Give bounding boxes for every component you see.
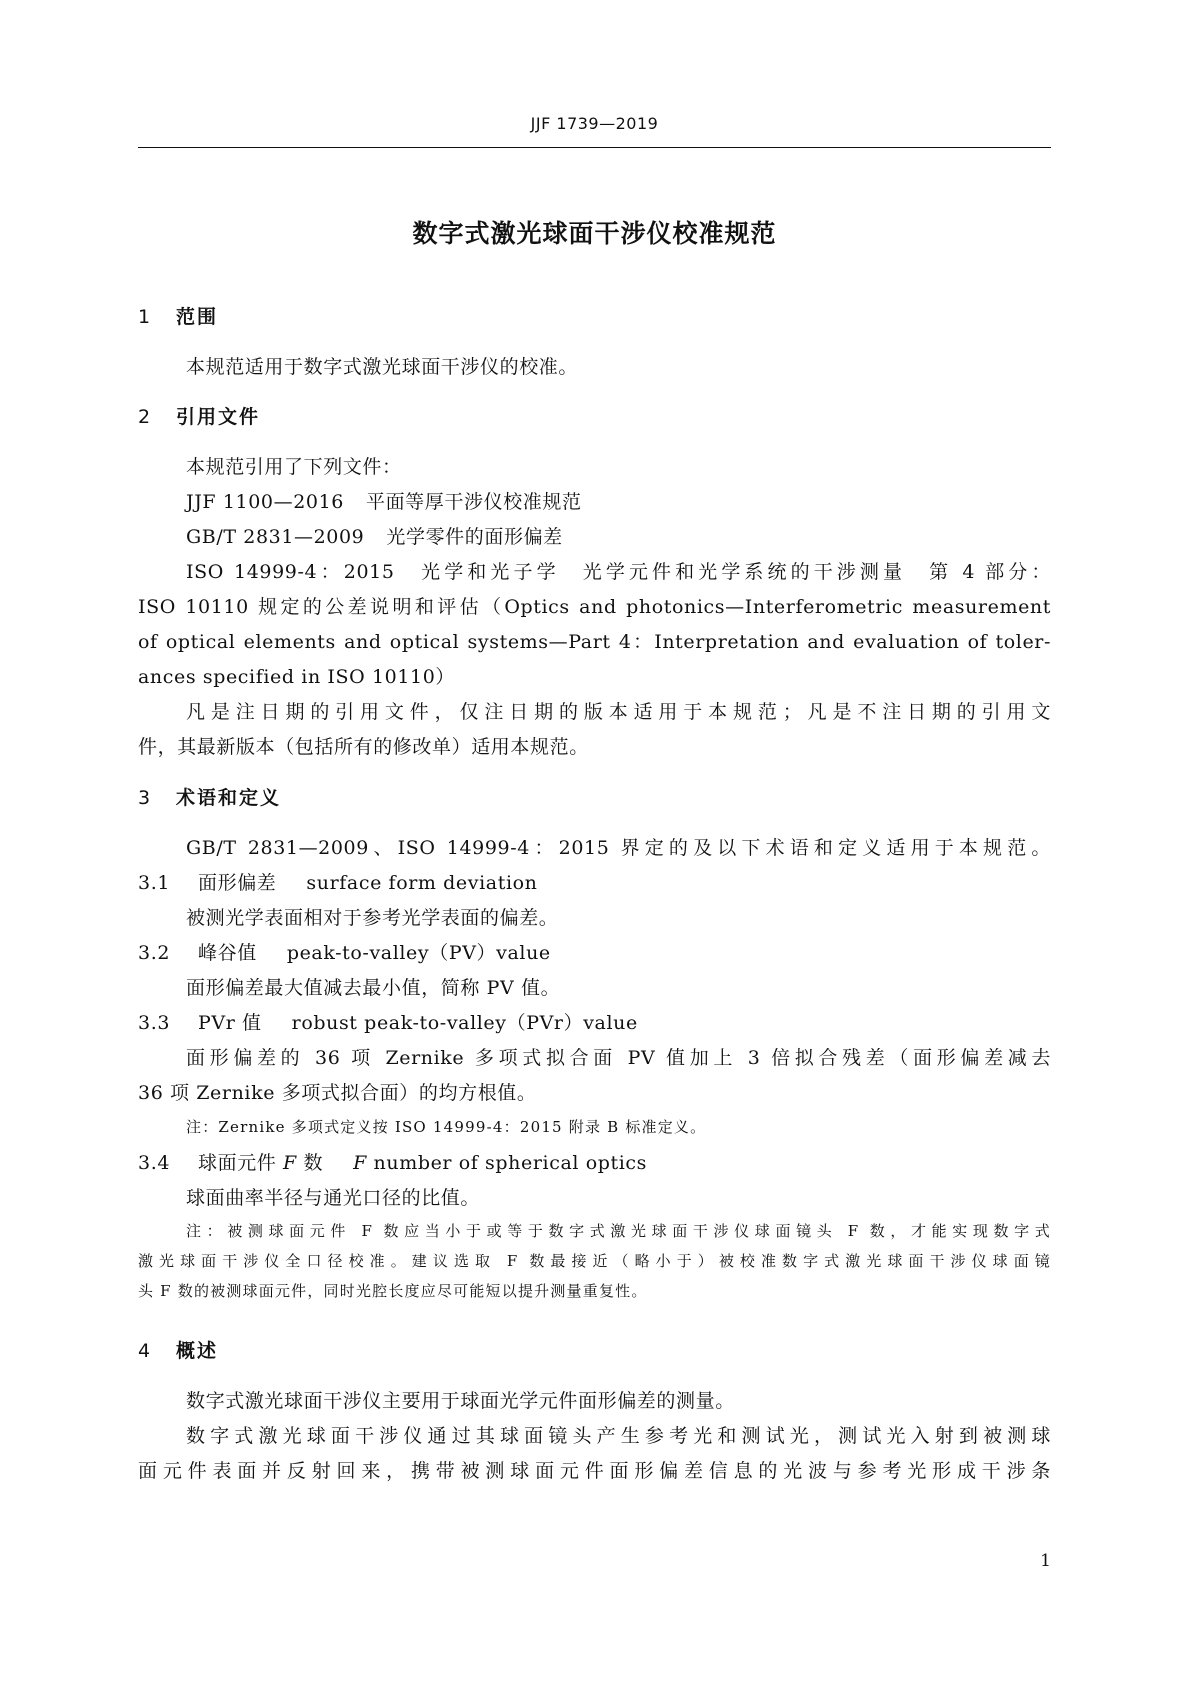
term-name: PVr 值 bbox=[198, 1012, 262, 1034]
section-1-body: 本规范适用于数字式激光球面干涉仪的校准。 bbox=[186, 356, 579, 378]
term-note: 头 F 数的被测球面元件，同时光腔长度应尽可能短以提升测量重复性。 bbox=[138, 1282, 648, 1300]
term-definition: 被测光学表面相对于参考光学表面的偏差。 bbox=[186, 907, 559, 929]
iso-reference-line: ISO 14999-4：2015 光学和光子学 光学元件和光学系统的干涉测量 第 4 部分： bbox=[186, 561, 1051, 583]
overview-paragraph: 数字式激光球面干涉仪主要用于球面光学元件面形偏差的测量。 bbox=[186, 1390, 735, 1412]
term-note: 激光球面干涉仪全口径校准。建议选取 F 数最接近（略小于）被校准数字式激光球面干涉仪球面镜 bbox=[138, 1252, 1051, 1270]
term-number: 3.2 bbox=[138, 942, 171, 964]
iso-reference-line: ances specified in ISO 10110） bbox=[138, 666, 456, 688]
reference-title: 平面等厚干涉仪校准规范 bbox=[365, 491, 582, 513]
term-number: 3.4 bbox=[138, 1152, 171, 1174]
term-note: 注：Zernike 多项式定义按 ISO 14999-4：2015 附录 B 标准定义。 bbox=[186, 1118, 707, 1136]
section-title: 范围 bbox=[176, 306, 219, 328]
term-3-4 bbox=[138, 1148, 647, 1175]
overview-paragraph: 数字式激光球面干涉仪通过其球面镜头产生参考光和测试光，测试光入射到被测球 bbox=[186, 1425, 1051, 1447]
section-title: 引用文件 bbox=[176, 406, 261, 428]
term-english: surface form deviation bbox=[306, 872, 538, 894]
section-number: 2 bbox=[138, 406, 153, 428]
term-3-3 bbox=[138, 1008, 638, 1035]
term-3-1 bbox=[138, 868, 538, 895]
section-title: 术语和定义 bbox=[176, 787, 282, 809]
term-note: 注：被测球面元件 F 数应当小于或等于数字式激光球面干涉仪球面镜头 F 数，才能实现数字式 bbox=[186, 1222, 1051, 1240]
term-number: 3.1 bbox=[138, 872, 171, 894]
overview-paragraph: 面元件表面并反射回来，携带被测球面元件面形偏差信息的光波与参考光形成干涉条 bbox=[138, 1460, 1051, 1482]
section-4-heading bbox=[138, 1336, 218, 1363]
document-title: 数字式激光球面干涉仪校准规范 bbox=[412, 219, 777, 248]
term-definition: 面形偏差的 36 项 Zernike 多项式拟合面 PV 值加上 3 倍拟合残差（面形偏差减去 bbox=[186, 1047, 1051, 1069]
section-number: 4 bbox=[138, 1340, 153, 1362]
header-rule bbox=[138, 147, 1051, 148]
references-intro: 本规范引用了下列文件： bbox=[186, 456, 402, 478]
iso-reference-line: of optical elements and optical systems—Part 4：Interpretation and evaluation of toler- bbox=[138, 631, 1051, 653]
term-name-suffix: 数 bbox=[303, 1152, 324, 1174]
term-english: robust peak-to-valley（PVr）value bbox=[291, 1012, 638, 1034]
term-definition: 球面曲率半径与通光口径的比值。 bbox=[186, 1187, 481, 1209]
term-definition: 36 项 Zernike 多项式拟合面）的均方根值。 bbox=[138, 1082, 537, 1104]
iso-reference-line: ISO 10110 规定的公差说明和评估（Optics and photonics—Interferometric measurement bbox=[138, 596, 1051, 618]
term-name-prefix: 球面元件 bbox=[198, 1152, 277, 1174]
standard-code-header: JJF 1739—2019 bbox=[530, 114, 659, 133]
term-number: 3.3 bbox=[138, 1012, 171, 1034]
reference-title: 光学零件的面形偏差 bbox=[386, 526, 563, 548]
reference-code: JJF 1100—2016 bbox=[186, 491, 344, 513]
term-english-variable: F bbox=[353, 1152, 367, 1174]
term-english: number of spherical optics bbox=[373, 1152, 648, 1174]
section-1-heading bbox=[138, 302, 218, 329]
page-number: 1 bbox=[1040, 1551, 1051, 1571]
term-name-variable: F bbox=[283, 1152, 297, 1174]
reference-code: GB/T 2831—2009 bbox=[186, 526, 365, 548]
reference-item bbox=[186, 522, 563, 549]
term-english: peak-to-valley（PV）value bbox=[286, 942, 551, 964]
term-name: 峰谷值 bbox=[198, 942, 257, 964]
term-name: 面形偏差 bbox=[198, 872, 277, 894]
section-number: 1 bbox=[138, 306, 153, 328]
section-title: 概述 bbox=[176, 1340, 219, 1362]
section-number: 3 bbox=[138, 787, 153, 809]
section-2-heading bbox=[138, 402, 260, 429]
term-definition: 面形偏差最大值减去最小值，简称 PV 值。 bbox=[186, 977, 561, 999]
dated-reference-note: 件，其最新版本（包括所有的修改单）适用本规范。 bbox=[138, 736, 589, 758]
term-3-2 bbox=[138, 938, 551, 965]
section-3-heading bbox=[138, 783, 281, 810]
dated-reference-note: 凡是注日期的引用文件，仅注日期的版本适用于本规范；凡是不注日期的引用文 bbox=[186, 701, 1051, 723]
terms-intro: GB/T 2831—2009、ISO 14999-4：2015 界定的及以下术语和定义适用于本规范。 bbox=[186, 837, 1051, 859]
reference-item bbox=[186, 487, 582, 514]
